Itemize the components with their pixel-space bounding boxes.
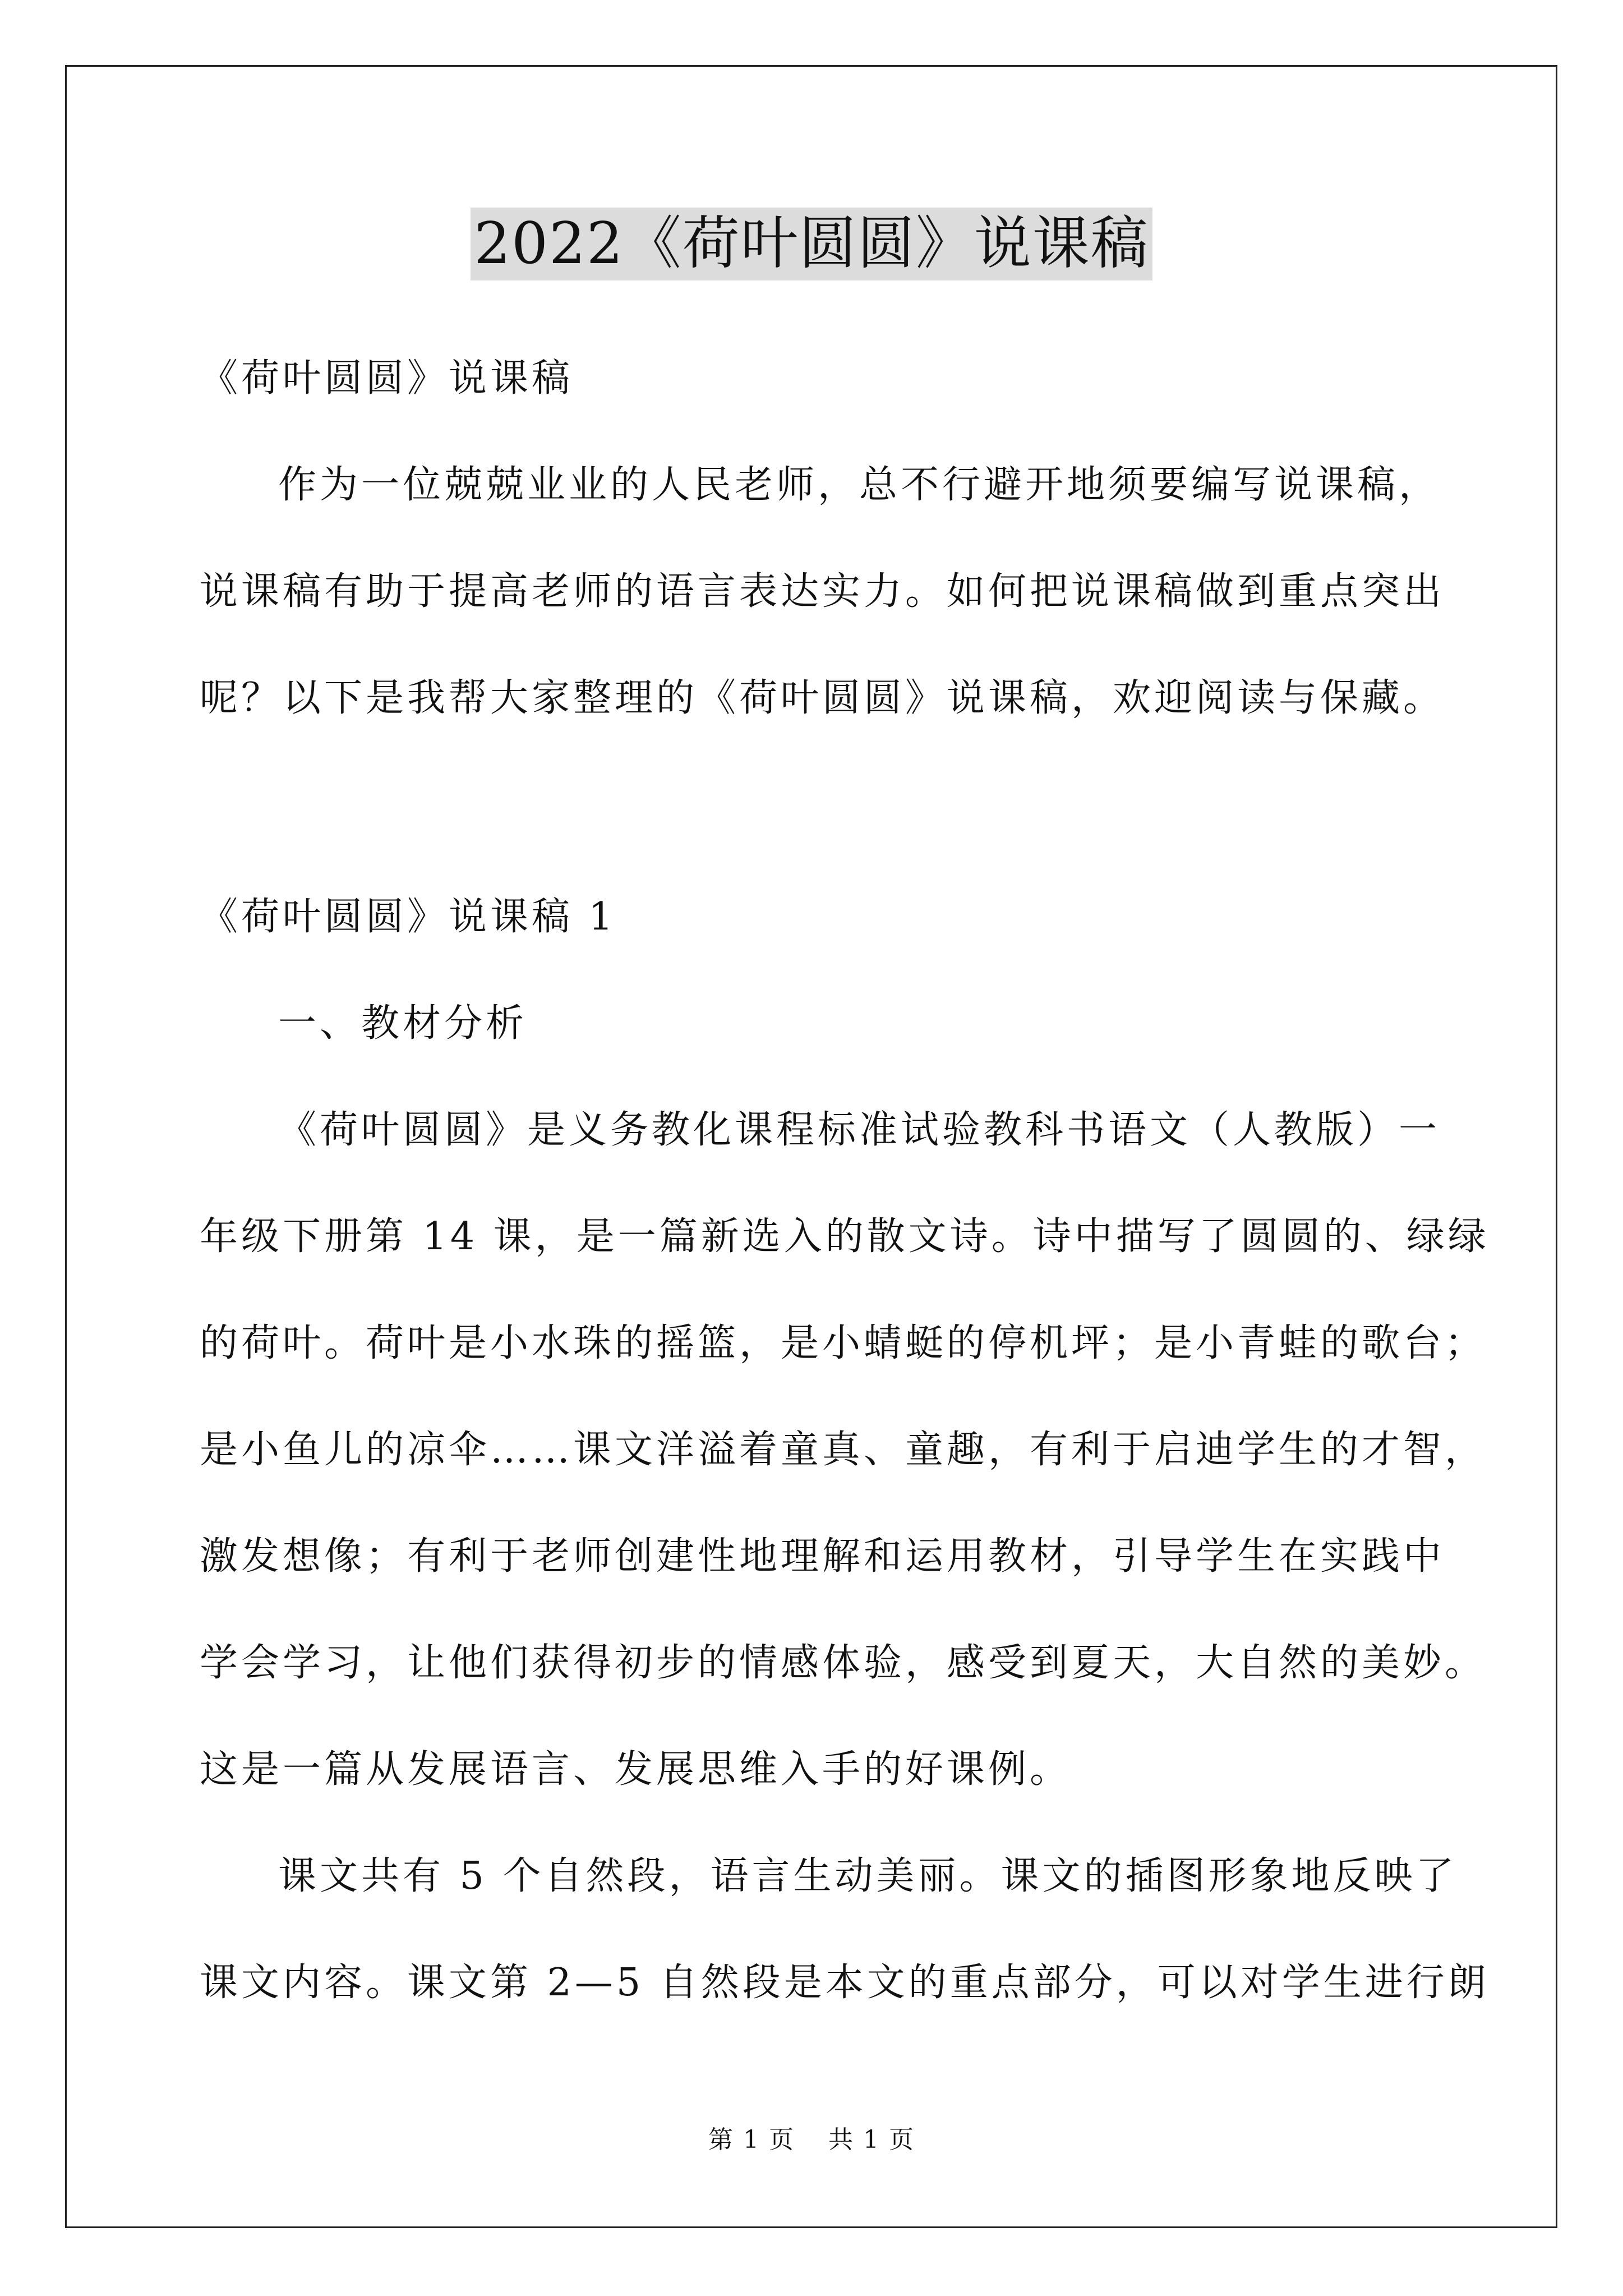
paragraph-line: 激发想像；有利于老师创建性地理解和运用教材，引导学生在实践中	[200, 1534, 1445, 1579]
subtitle: 《荷叶圆圆》说课稿	[200, 356, 574, 401]
intro-line: 作为一位兢兢业业的人民老师，总不行避开地须要编写说课稿，	[278, 463, 1441, 507]
title-container	[0, 208, 1623, 280]
paragraph-line: 课文共有 5 个自然段，语言生动美丽。课文的插图形象地反映了	[278, 1854, 1458, 1898]
paragraph-line: 这是一篇从发展语言、发展思维入手的好课例。	[200, 1747, 1072, 1792]
page-total: 共 1 页	[828, 2125, 915, 2154]
paragraph-line: 课文内容。课文第 2—5 自然段是本文的重点部分，可以对学生进行朗	[200, 1961, 1490, 2005]
page-number: 第 1 页	[708, 2125, 795, 2154]
section-heading: 《荷叶圆圆》说课稿 1	[200, 895, 616, 939]
paragraph-line: 的荷叶。荷叶是小水珠的摇篮，是小蜻蜓的停机坪；是小青蛙的歌台；	[200, 1321, 1487, 1365]
subsection-heading: 一、教材分析	[278, 1001, 528, 1046]
intro-line: 呢？以下是我帮大家整理的《荷叶圆圆》说课稿，欢迎阅读与保藏。	[200, 676, 1445, 720]
page-footer	[0, 2119, 1623, 2155]
intro-line: 说课稿有助于提高老师的语言表达实力。如何把说课稿做到重点突出	[200, 569, 1445, 614]
paragraph-line: 学会学习，让他们获得初步的情感体验，感受到夏天，大自然的美妙。	[200, 1641, 1487, 1685]
paragraph-line: 《荷叶圆圆》是义务教化课程标准试验教科书语文（人教版）一	[278, 1108, 1441, 1152]
paragraph-line: 年级下册第 14 课，是一篇新选入的散文诗。诗中描写了圆圆的、绿绿	[200, 1214, 1490, 1259]
paragraph-line: 是小鱼儿的凉伞……课文洋溢着童真、童趣，有利于启迪学生的才智，	[200, 1428, 1487, 1472]
document-title: 2022《荷叶圆圆》说课稿	[471, 208, 1152, 280]
